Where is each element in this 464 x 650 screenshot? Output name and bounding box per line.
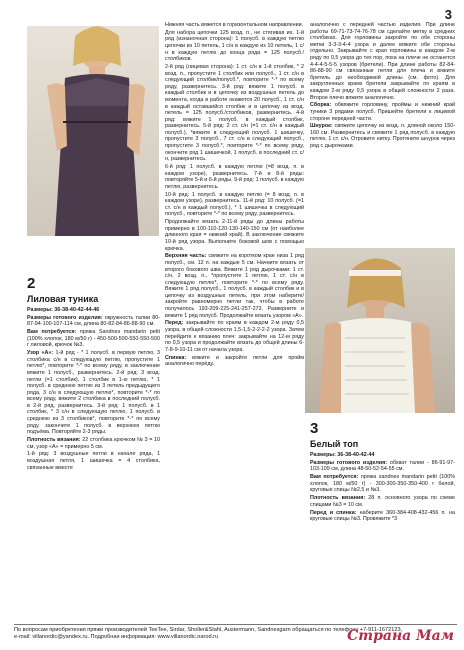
photo-lilac-tunic (27, 26, 159, 236)
text-paragraph: Для набора цепочки 125 возд. п., не стягивая их. 1-й ряд (изнаночная сторона): 1 полусб. в каждую петлю цепочки из 10 петель, 1 с/н в каждую из 10 петель, 1 с/н в каждую петлю до конца ряда = 125 полусб./столбиков. (165, 29, 304, 63)
text-paragraph: Продолжайте вязать 2-11-й ряды до длины работы примерно в 100-110-120-130-140-150 см (от наиболее длинного края = нижний край). В заключение свяжите 10-й ряд узора. Выполните боковой шов с помощью крючка. (165, 219, 304, 252)
materials-paragraph: Вам потребуется: пряжа sandnes mandarin petit (100% хлопок, 180 м/50 г) - 300-300-350-350-400 г белой, круговые спицы №2,5 и №3. (310, 474, 455, 494)
assembly-paragraph: Сборка: обвяжите горловину, проймы и нижний край туники 3 рядами полусб. Пришейте бретели к лицевой стороне передней части. (310, 102, 455, 122)
top-model-illustration (305, 248, 455, 413)
pattern-title: Лиловая туника (27, 294, 99, 304)
text-paragraph: аналогично с передней частью изделия. При длине работы 69-71-73-74-76-78 см сделайте метку в средних столбиках. Для горловины закройте по обе стороны метки 3-3-3-4-4 узора и далее вяжите обе стороны отдельно. Закрывайте с края горловины в каждом 2-м ряду по 0,5 узора до тех пор, пока на плече не останется 4-4-4-5-5-5 узоров (бретели). При длине работы 82-84-86-88-90 см связанные петли для плеча и вяжите бретель до необходимой длины (см. фото). Для закругленных краев бретели закрывайте по краям в каждом 2-м ряду 0,5 узора в общей сложности 2 раза. Второе плечо вяжите аналогично. (310, 22, 455, 101)
footer-line: e-mail: villanordic@yandex.ru. Подробная информация: www.villanordic.narod.ru (14, 633, 219, 640)
pattern-number: 2 (27, 275, 36, 292)
photo-white-top (305, 248, 455, 413)
text-paragraph: 2-й ряд (лицевая сторона): 1 ст. с/н в 1-й столбик, * 2 возд. п., пропустите 1 столбик или полусб., 1 ст. с/н в следующий столбик/полусб.*, повторите *-* по всему ряду, развернитесь. 3-й ряд: вяжите 1 полусб. в каждый столбик и в цепочку из воздушных петель до момента, когда в работе окажется 20 полусб., 1 ст. с/н в каждый оставшийся столбик и в цепочку из возд. петель = 125 полусб./столбиков, развернитесь. 4-й ряд: вяжите 1 полусб. в каждый столбик, развернитесь. 5-й ряд: 2 ст. с/н (=1 ст. с/н в каждый полусб.), *вяжите в следующий полусб. 1 шишечку, пропустите 3 полусб., 7 ст. с/н в следующий полусб., пропустите 3 полусб.*, повторите *-* по всему ряду, окончите ряд 1 шишечкой, 1 полусб. в последний ст. с/н, развернитесь. (165, 63, 304, 163)
pattern-title: Белый топ (310, 439, 359, 449)
text-paragraph: Нижняя часть вяжется в горизонтальном направлении. (165, 22, 304, 28)
front-back-paragraph: Перед и спинка: наберите 360-384-408-432-456 п. на круговые спицы №3. Провяжите *3 (310, 509, 455, 523)
article-column-white-top (310, 420, 455, 630)
measure-paragraph: Размеры готового изделия: обхват талии - 86-91-97-103-109 см, длина 48-50-52-54-55 см. (310, 459, 455, 473)
pattern-a-paragraph: Узор «А»: 1-й ряд - * 1 полусб. в первую петлю, 3 столбика с/н в следующую петлю, пропустите 1 петлю*, повторите *-* по всему ряду, в заключение вяжите 1 полусб., развернитесь. 2-й ряд: 3 возд. петли (=1 столбик), 1 столбик в 1-ю петлю, * 1 полусб. в среднюю петлю из 3 петель предыдущего ряда, 3 с/н в следующую петлю*, повторите *-* по всему ряду, вяжите 2 столбика в последний полусб. в 2-й ряд, развернитесь. 3-й ряд: 1 полусб. в 1 столбик, * 3 с/н в следующую петлю, 1 полусб. в среднюю из 3 столбиков*, повторите *-* по всему ряду, закончите 1 полусб. в верхнюю петлю подъёма. Повторяйте 2-3 ряды. (27, 350, 160, 436)
sizes-line: Размеры: 36-38-40-42-44-46 (27, 307, 100, 313)
article-column-right (310, 22, 455, 253)
cord-paragraph: Шнурок: свяжите цепочку из возд. п. длиной около 150-160 см. Развернитесь и свяжите 1 ряд полусб. в каждую петлю, 1 ст. с/н. Отровите нитку. Протяните шнурок через ряд с дырочками. (310, 123, 455, 150)
measure-paragraph: Размеры готового изделия: окружность талии 80-87-94-100-107-114 см, длина 80-82-84-86-88-90 см. (27, 314, 160, 328)
watermark-logo: Страна Мам (347, 628, 454, 644)
tunic-model-illustration (27, 26, 159, 236)
sizes-line: Размеры: 36-38-40-42-44 (310, 452, 375, 458)
article-column-middle (165, 22, 304, 622)
pattern-number: 3 (310, 420, 319, 437)
page-number: 3 (444, 7, 452, 22)
density-paragraph: Плотность вязания: 22 столбика крючком № 3 = 10 см, узор «А» = примерно 5 см. (27, 437, 160, 450)
row1-paragraph: 1-й ряд: 3 воздушные петли в начале ряда, 1 воздушная петля, 1 шишечка = 4 столбика, связанные вместе (27, 451, 160, 471)
article-column-tunic (27, 275, 160, 622)
text-paragraph: 6-й ряд: 1 полусб. в каждую петлю (=8 возд. п. в каждом узоре), развернитесь. 7-й и 8-й ряды: повторяйте 5-й и 6-й ряды. 9-й ряд: 1 полусб. в каждую петлю, развернитесь. (165, 164, 304, 190)
text-paragraph: 10-й ряд: 1 полусб. в каждую петлю (= 8 возд. п. в каждом узоре), развернитесь. 11-й ряд: 10 полусб. (=1 ст. с/н в каждый полусб.), * 1 шишечка в следующий полусб., повторите *-* по всему ряду, развернитесь. (165, 191, 304, 218)
top-part-paragraph: Верхняя часть: свяжите на коротком крае низа 1 ряд полусб., см. 12 п. на каждые 5 см. Начните вязать от второго бокового шва. Вяжите 1 ряд дырочками: 1 ст. с/н, 2 возд. п., *пропустите 1 петлю, 1 ст. с/н в следующую петлю*, повторите *-* по всему ряду. Вяжите 1 ряд полусб., 1 полусб. в каждый столбик и в цепочку из воздушных петель, при этом наберите/закройте равномерно петли так, чтобы в работе получилось 193-209-225-241-257-273. Разверните и вяжите 1 ряд полусб. Продолжайте вязать узором «А». (165, 253, 304, 319)
front-paragraph: Перед: закрывайте по краям в каждом 2-м ряду 0,5 узора, в общей сложности 1,5-1,5-2-2-2-2 узора. Затем перейдите к вязанию плеч: закрывайте на 12-м ряду по 0,5 узора и продолжайте вязать до общей длины 6-7-8-9-10-11 см от начала узора. (165, 320, 304, 353)
density-paragraph: Плотность вязания: 28 п. основного узора по схеме спицами №3 = 10 см. (310, 495, 455, 508)
materials-paragraph: Вам потребуется: пряжа Sandnes mandarin petit (100% хлопок, 180 м/50 г) - 450-500-500-550-550-500 г лиловой, крючок №3. (27, 329, 160, 349)
footer-line: По вопросам приобретения пряжи производителей TeeTee, Sirdar, Sholler&Stahl, Austermann, Sandnesgarn обращаться по телефону +7-911-1672123, (14, 627, 403, 633)
back-paragraph: Спинка: вяжите и закройте петли для пройм аналогично перёду. (165, 354, 304, 368)
